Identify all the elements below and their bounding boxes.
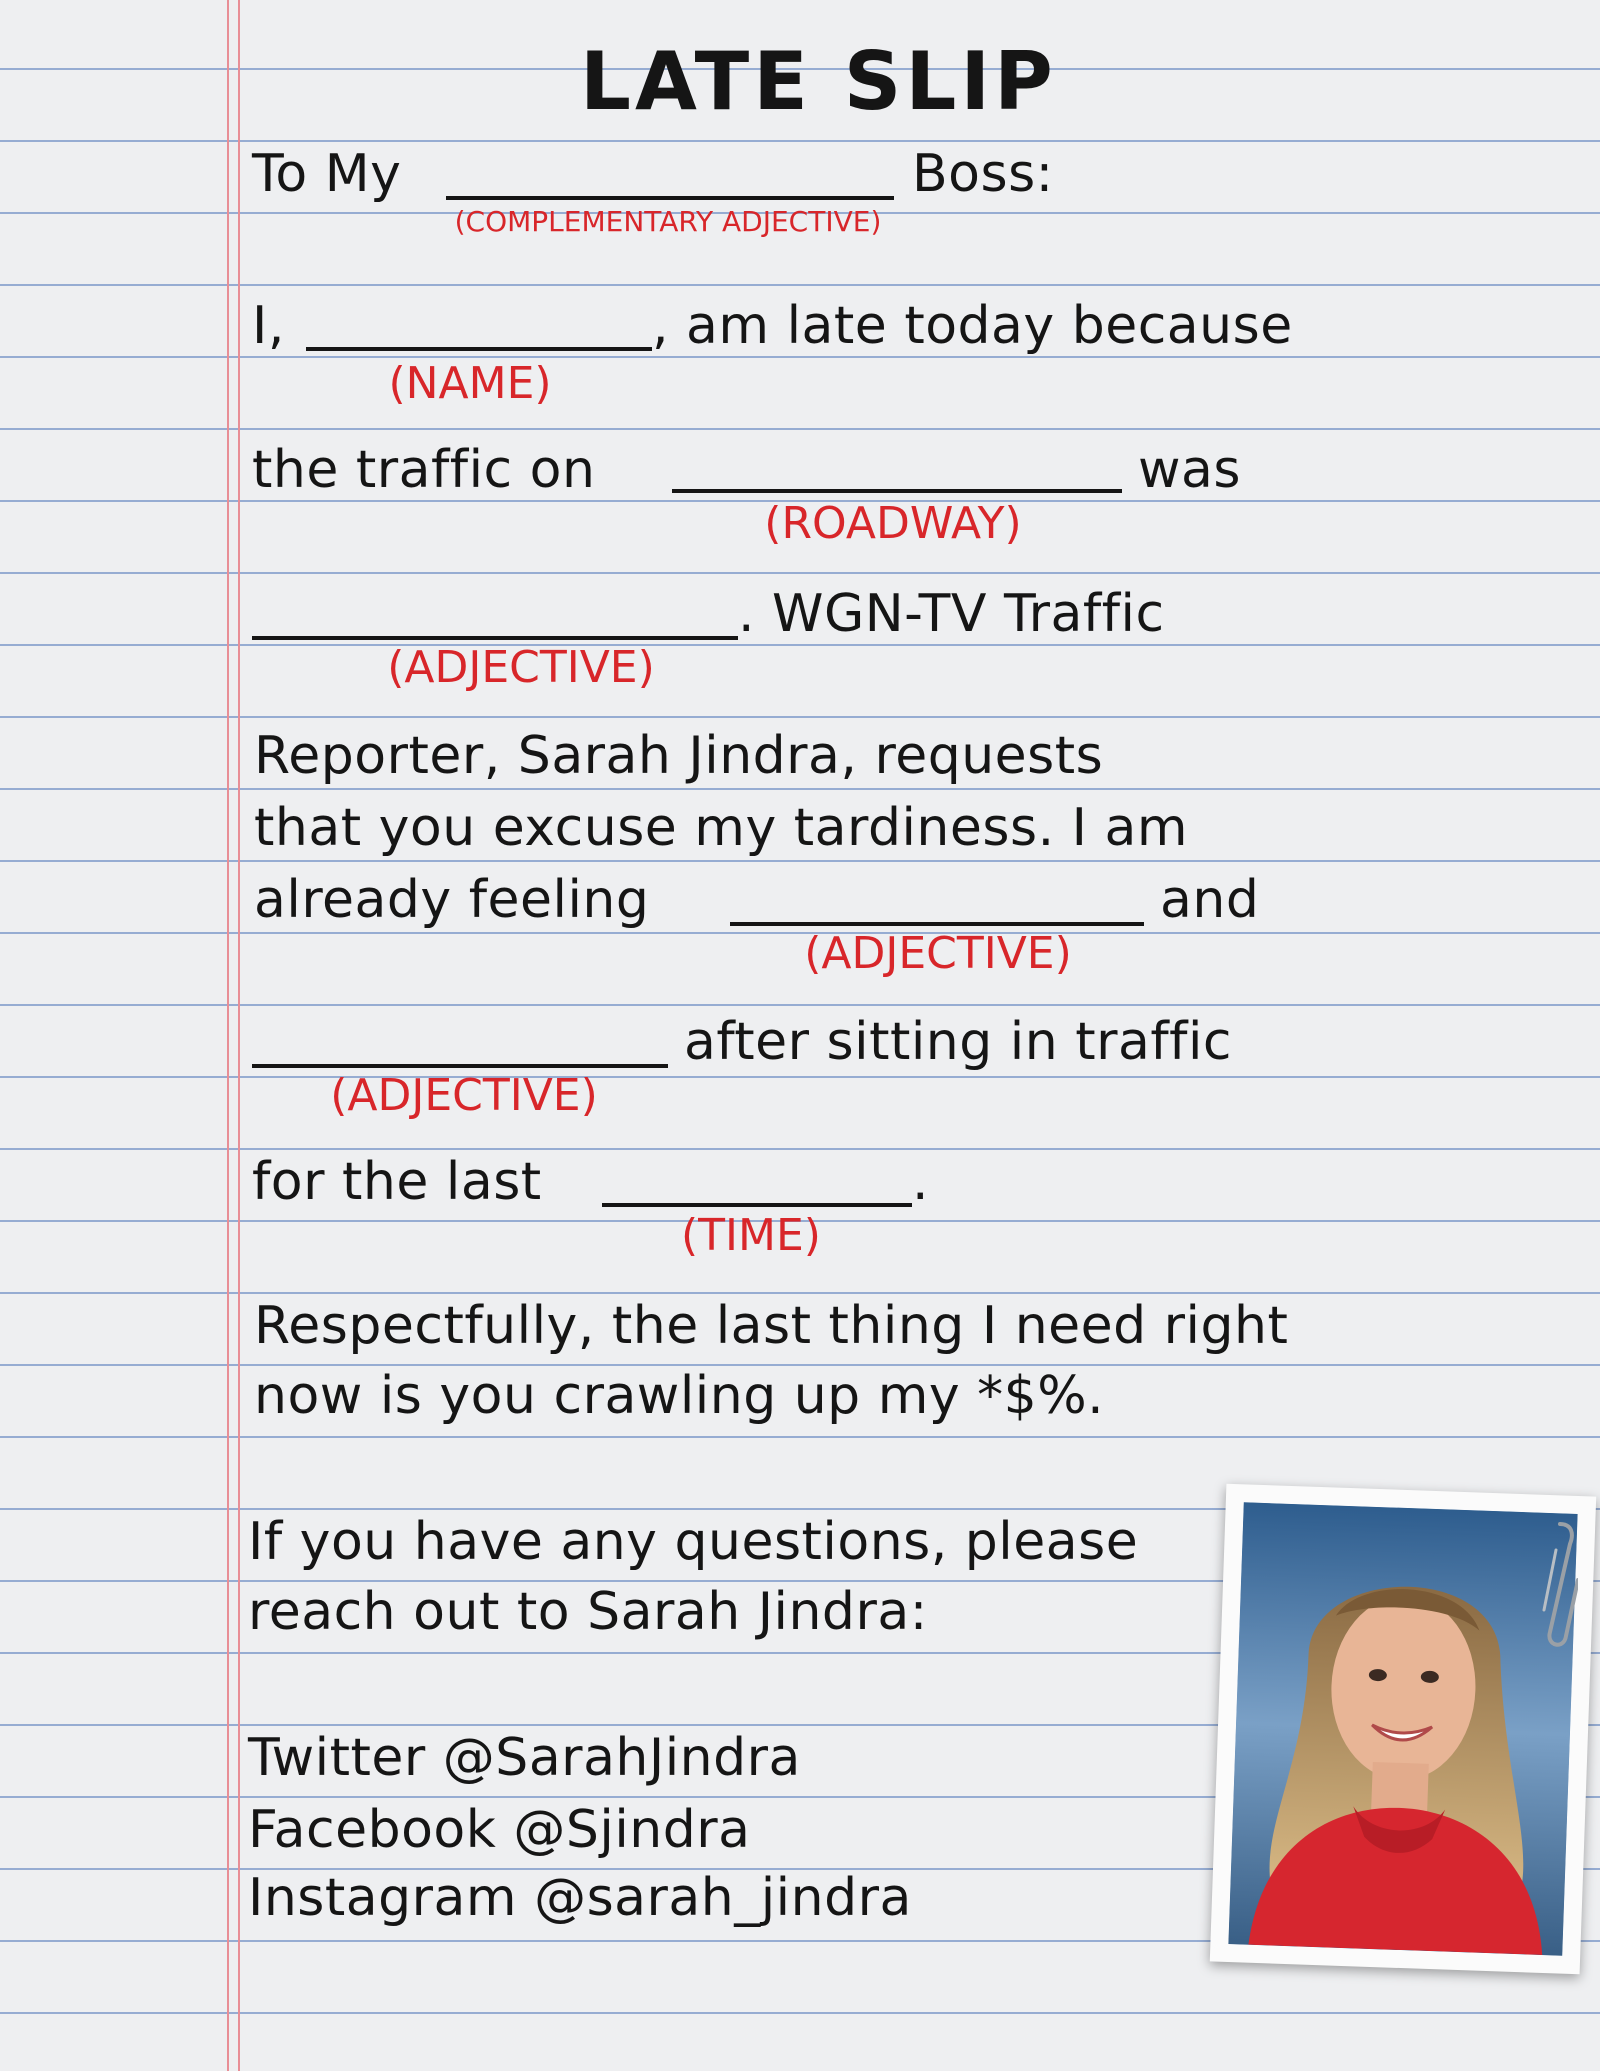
hint-name: (NAME) xyxy=(388,358,552,409)
line6-suffix: and xyxy=(1160,870,1260,930)
line4-text: Reporter, Sarah Jindra, requests xyxy=(254,726,1104,786)
line3-suffix: . WGN-TV Traffic xyxy=(738,584,1165,644)
paperclip-icon xyxy=(1538,1520,1578,1660)
hint-time: (TIME) xyxy=(681,1210,821,1261)
blank-roadway[interactable] xyxy=(672,489,1122,493)
line8-prefix: for the last xyxy=(252,1152,542,1212)
contact-intro-2: reach out to Sarah Jindra: xyxy=(248,1582,928,1642)
contact-intro-1: If you have any questions, please xyxy=(248,1512,1139,1572)
portrait-icon xyxy=(1228,1502,1577,1955)
blank-time[interactable] xyxy=(602,1203,912,1207)
line2-suffix: was xyxy=(1138,440,1241,500)
margin-line xyxy=(238,0,240,2071)
line6-prefix: already feeling xyxy=(254,870,650,930)
hint-adjective-1: (ADJECTIVE) xyxy=(387,642,655,693)
hint-complementary-adjective: (COMPLEMENTARY ADJECTIVE) xyxy=(454,205,882,238)
page-title: LATE SLIP xyxy=(580,35,1057,128)
hint-roadway: (ROADWAY) xyxy=(764,498,1022,549)
blank-adjective-1[interactable] xyxy=(252,636,738,640)
line5-text: that you excuse my tardiness. I am xyxy=(254,798,1189,858)
contact-facebook: Facebook @Sjindra xyxy=(248,1800,751,1860)
contact-instagram: Instagram @sarah_jindra xyxy=(248,1868,912,1928)
closing-line-1: Respectfully, the last thing I need right xyxy=(254,1296,1289,1356)
line1-suffix: , am late today because xyxy=(652,296,1293,356)
hint-adjective-2: (ADJECTIVE) xyxy=(804,928,1072,979)
contact-twitter: Twitter @SarahJindra xyxy=(248,1728,801,1788)
line8-suffix: . xyxy=(912,1152,930,1212)
blank-complementary-adjective[interactable] xyxy=(446,196,894,200)
line2-prefix: the traffic on xyxy=(252,440,596,500)
line1-prefix: I, xyxy=(252,296,285,356)
blank-adjective-2[interactable] xyxy=(730,922,1144,926)
closing-line-2: now is you crawling up my *$%. xyxy=(254,1366,1105,1426)
salutation-suffix: Boss: xyxy=(912,144,1054,204)
margin-line xyxy=(227,0,229,2071)
blank-name[interactable] xyxy=(306,347,652,351)
salutation-prefix: To My xyxy=(252,144,402,204)
blank-adjective-3[interactable] xyxy=(252,1064,668,1068)
hint-adjective-3: (ADJECTIVE) xyxy=(330,1070,598,1121)
line7-suffix: after sitting in traffic xyxy=(684,1012,1233,1072)
